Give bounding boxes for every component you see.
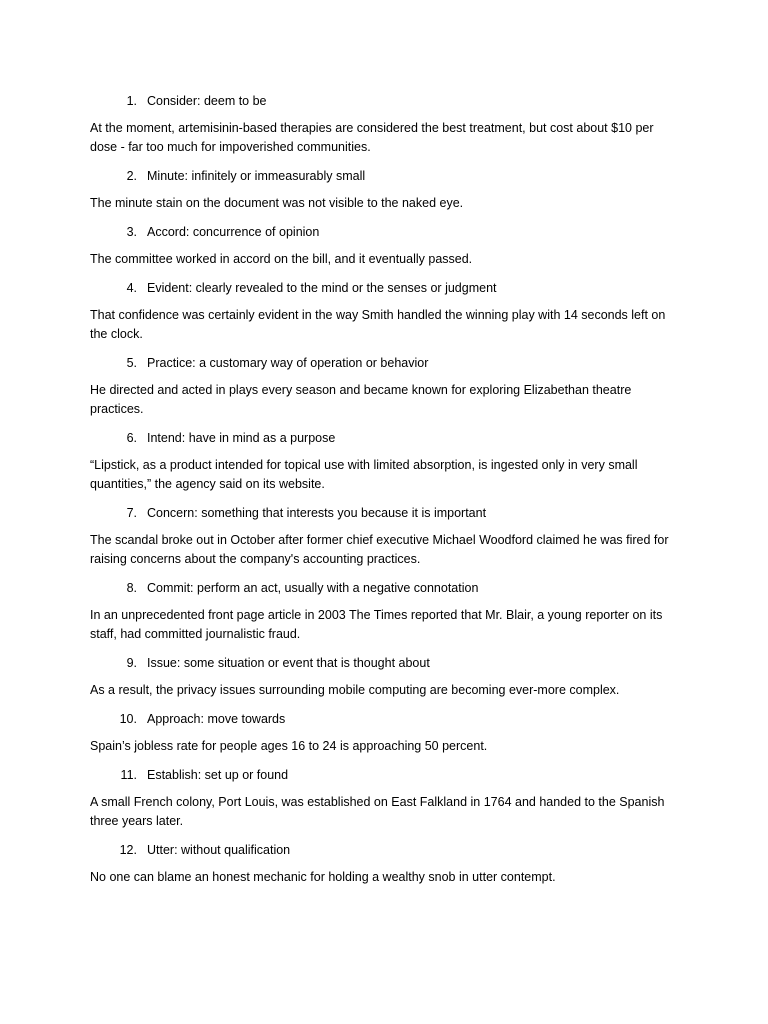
example-sentence: In an unprecedented front page article in 2003 The Times reported that Mr. Blair, a young reporter on its staff, had committed journalistic fraud. (90, 608, 663, 641)
definition-text: Commit: perform an act, usually with a negative connotation (147, 581, 479, 595)
term-definition (90, 766, 680, 784)
entry-number: 3. (126, 225, 137, 239)
entry-number: 1. (126, 94, 137, 108)
vocabulary-entry (90, 279, 680, 344)
example-sentence: As a result, the privacy issues surrounding mobile computing are becoming ever-more complex. (90, 683, 620, 697)
entry-number: 5. (126, 356, 137, 370)
vocabulary-entry (90, 766, 680, 831)
entry-number: 10. (119, 712, 137, 726)
example-sentence: Spain’s jobless rate for people ages 16 to 24 is approaching 50 percent. (90, 739, 488, 753)
vocabulary-entry (90, 167, 680, 213)
term-definition (90, 429, 680, 447)
entry-number: 6. (126, 431, 137, 445)
example-sentence: He directed and acted in plays every season and became known for exploring Elizabethan theatre practices. (90, 383, 632, 416)
entry-number: 2. (126, 169, 137, 183)
definition-text: Concern: something that interests you because it is important (147, 506, 487, 520)
term-definition (90, 167, 680, 185)
entry-number: 9. (126, 656, 137, 670)
example-sentence: The scandal broke out in October after former chief executive Michael Woodford claimed he was fired for raising concerns about the company's accounting practices. (90, 533, 669, 566)
vocabulary-entry (90, 654, 680, 700)
definition-text: Minute: infinitely or immeasurably small (147, 169, 366, 183)
definition-text: Consider: deem to be (147, 94, 267, 108)
example-sentence: The committee worked in accord on the bill, and it eventually passed. (90, 252, 473, 266)
vocabulary-entry (90, 579, 680, 644)
vocabulary-entry (90, 223, 680, 269)
entry-number: 4. (126, 281, 137, 295)
entry-number: 7. (126, 506, 137, 520)
example-sentence: A small French colony, Port Louis, was established on East Falkland in 1764 and handed to the Spanish three years later. (90, 795, 665, 828)
term-definition (90, 841, 680, 859)
term-definition (90, 279, 680, 297)
definition-text: Evident: clearly revealed to the mind or the senses or judgment (147, 281, 497, 295)
term-definition (90, 710, 680, 728)
vocabulary-entry (90, 841, 680, 887)
definition-text: Practice: a customary way of operation or behavior (147, 356, 429, 370)
example-sentence: No one can blame an honest mechanic for holding a wealthy snob in utter contempt. (90, 870, 556, 884)
vocabulary-list (90, 92, 680, 897)
vocabulary-entry (90, 354, 680, 419)
example-sentence: That confidence was certainly evident in the way Smith handled the winning play with 14 seconds left on the clock. (90, 308, 666, 341)
entry-number: 11. (120, 768, 137, 782)
definition-text: Utter: without qualification (147, 843, 291, 857)
definition-text: Accord: concurrence of opinion (147, 225, 320, 239)
definition-text: Intend: have in mind as a purpose (147, 431, 336, 445)
term-definition (90, 654, 680, 672)
term-definition (90, 354, 680, 372)
vocabulary-entry (90, 710, 680, 756)
vocabulary-entry (90, 429, 680, 494)
term-definition (90, 579, 680, 597)
term-definition (90, 92, 680, 110)
term-definition (90, 504, 680, 522)
example-sentence: “Lipstick, as a product intended for topical use with limited absorption, is ingested only in very small quantities,” the agency said on its website. (90, 458, 638, 491)
definition-text: Establish: set up or found (147, 768, 289, 782)
vocabulary-entry (90, 504, 680, 569)
definition-text: Issue: some situation or event that is thought about (147, 656, 430, 670)
definition-text: Approach: move towards (147, 712, 286, 726)
vocabulary-entry (90, 92, 680, 157)
term-definition (90, 223, 680, 241)
example-sentence: At the moment, artemisinin-based therapies are considered the best treatment, but cost about $10 per dose - far too much for impoverished communities. (90, 121, 654, 154)
entry-number: 12. (119, 843, 137, 857)
entry-number: 8. (126, 581, 137, 595)
example-sentence: The minute stain on the document was not visible to the naked eye. (90, 196, 464, 210)
